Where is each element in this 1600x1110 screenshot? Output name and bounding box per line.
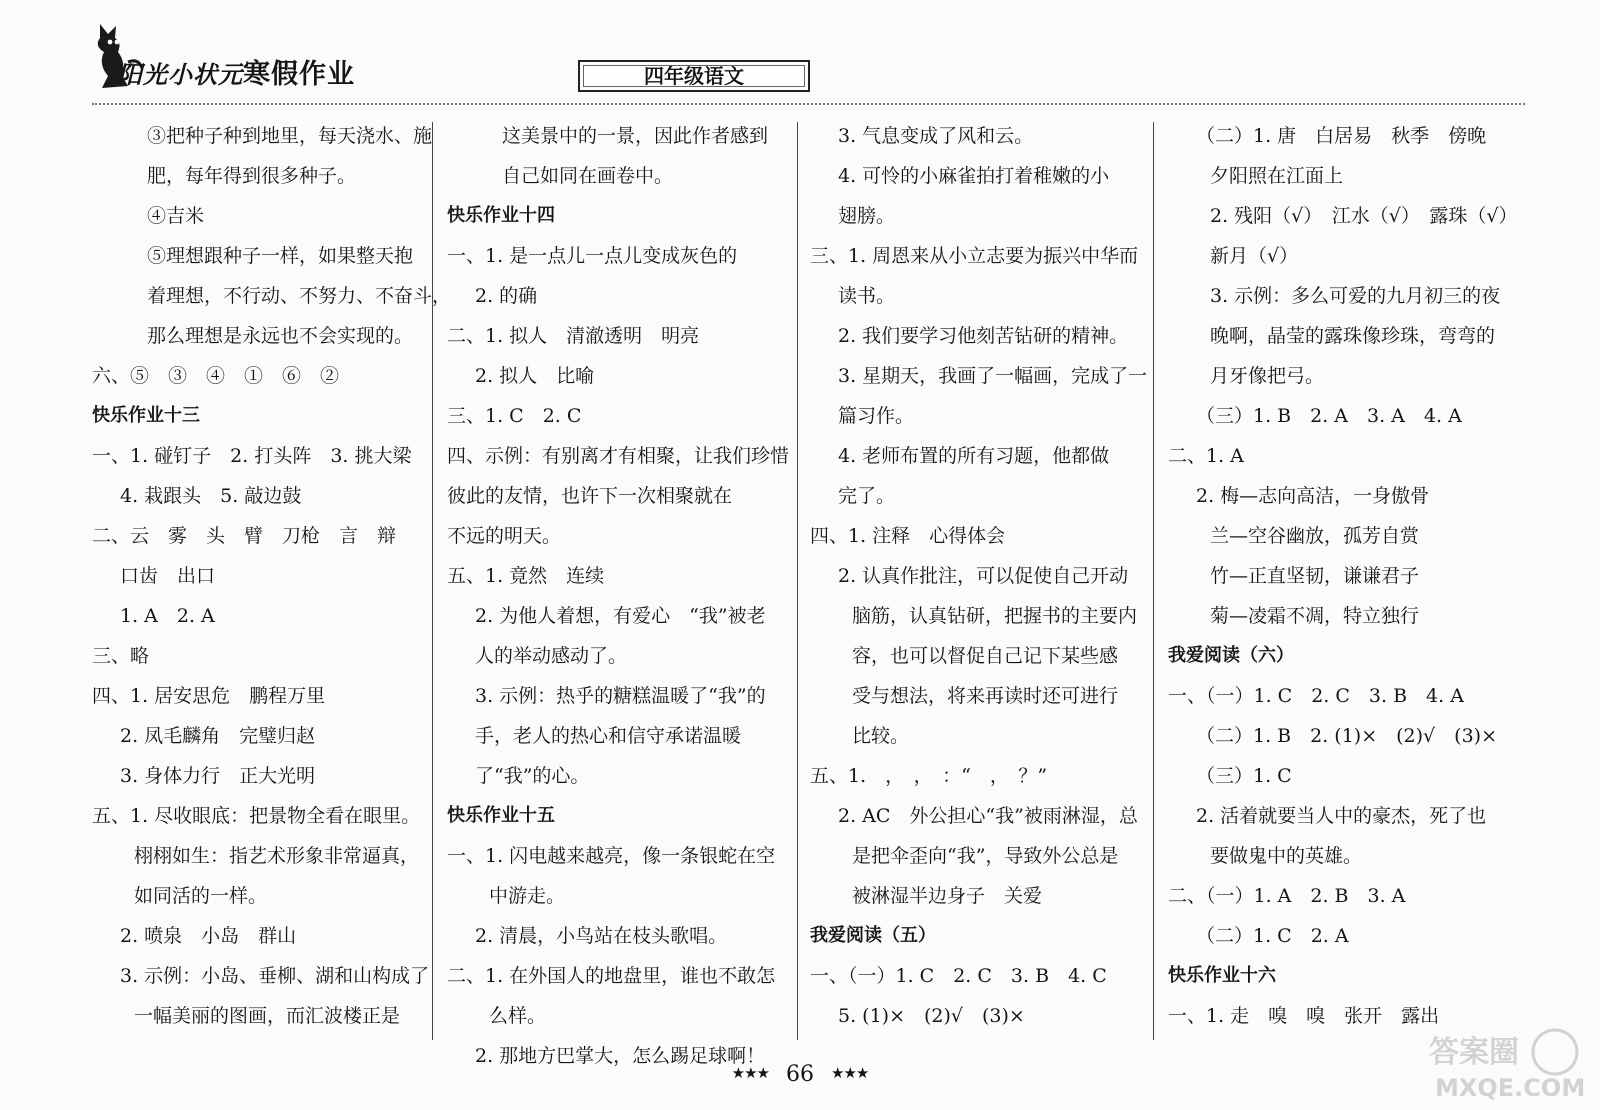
answer-line: 么样。	[489, 1005, 547, 1027]
answer-line: 一幅美丽的图画，而汇波楼正是	[134, 1005, 401, 1027]
answer-line: 2. 喷泉 小岛 群山	[120, 925, 297, 947]
answer-line: 3. 身体力行 正大光明	[120, 765, 316, 787]
answer-line: 2. 那地方巴掌大，怎么踢足球啊！	[475, 1045, 766, 1067]
page-number: 66	[786, 1062, 814, 1087]
answer-line: 二、云 雾 头 臂 刀枪 言 辩	[92, 525, 397, 547]
answer-line: 口齿 出口	[120, 565, 216, 587]
answer-line: 六、⑤ ③ ④ ① ⑥ ②	[92, 365, 340, 387]
answer-line: 三、略	[92, 645, 150, 667]
answer-line: 被淋湿半边身子 关爱	[852, 885, 1043, 907]
answer-line: （三）1. B 2. A 3. A 4. A	[1196, 405, 1462, 427]
answer-line: 2. 的确	[475, 285, 538, 307]
answer-line: 夕阳照在江面上	[1210, 165, 1344, 187]
answer-line: 肥，每年得到很多种子。	[147, 165, 357, 187]
answer-line: 翅膀。	[838, 205, 896, 227]
column-divider	[797, 122, 798, 1040]
section-heading: 快乐作业十四	[447, 205, 555, 226]
answer-line: 五、1. ， ， ：“ ， ？”	[810, 765, 1048, 787]
answer-line: 彼此的友情，也许下一次相聚就在	[447, 485, 733, 507]
answer-line: 四、1. 居安思危 鹏程万里	[92, 685, 326, 707]
answer-line: 中游走。	[489, 885, 566, 907]
answer-line: ④吉米	[147, 205, 205, 227]
subject-title: 四年级语文	[644, 64, 744, 88]
answer-line: 比较。	[852, 725, 910, 747]
answer-line: 是把伞歪向“我”，导致外公总是	[852, 845, 1119, 867]
watermark-domain: MXQE.COM	[1435, 1074, 1586, 1102]
section-heading: 快乐作业十五	[447, 805, 555, 826]
watermark-logo	[1427, 1026, 1586, 1104]
answer-line: 3. 气息变成了风和云。	[838, 125, 1034, 147]
answer-line: 二、（一）1. A 2. B 3. A	[1168, 885, 1406, 907]
answer-line: 1. A 2. A	[120, 605, 215, 627]
answer-line: 栩栩如生：指艺术形象非常逼真，	[134, 845, 420, 867]
answer-line: 如同活的一样。	[134, 885, 268, 907]
answer-line: 2. 我们要学习他刻苦钻研的精神。	[838, 325, 1129, 347]
answer-line: 五、1. 尽收眼底：把景物全看在眼里。	[92, 805, 421, 827]
section-heading: 快乐作业十六	[1168, 965, 1276, 986]
answer-line: 2. 清晨，小鸟站在枝头歌唱。	[475, 925, 728, 947]
answer-line: 这美景中的一景，因此作者感到	[502, 125, 769, 147]
answer-line: 三、1. C 2. C	[447, 405, 582, 427]
answer-line: 2. 认真作批注，可以促使自己开动	[838, 565, 1129, 587]
answer-line: 一、1. 闪电越来越亮，像一条银蛇在空	[447, 845, 776, 867]
answer-line: 晚啊，晶莹的露珠像珍珠，弯弯的	[1210, 325, 1496, 347]
answer-line: 3. 示例：小岛、垂柳、湖和山构成了	[120, 965, 430, 987]
brand-italic-text: 阳光小状元	[118, 60, 243, 89]
brand-main-text: 寒假作业	[243, 59, 355, 90]
answer-line: 一、（一）1. C 2. C 3. B 4. A	[1168, 685, 1464, 707]
answer-line: 2. 活着就要当人中的豪杰，死了也	[1196, 805, 1487, 827]
answer-line: 了“我”的心。	[475, 765, 590, 787]
answer-line: （二）1. 唐 白居易 秋季 傍晚	[1196, 125, 1487, 147]
answer-line: 手，老人的热心和信守承诺温暖	[475, 725, 742, 747]
header-dotted-rule	[92, 103, 1525, 105]
answer-line: 4. 可怜的小麻雀拍打着稚嫩的小	[838, 165, 1110, 187]
answer-line: （三）1. C	[1196, 765, 1292, 787]
section-heading: 我爱阅读（六）	[1168, 645, 1294, 666]
answer-line: 2. 为他人着想，有爱心 “我”被老	[475, 605, 766, 627]
answer-line: 2. 拟人 比喻	[475, 365, 595, 387]
answer-line: 一、1. 走 嗅 嗅 张开 露出	[1168, 1005, 1440, 1027]
answer-line: 3. 示例：多么可爱的九月初三的夜	[1210, 285, 1501, 307]
answer-line: 兰—空谷幽放，孤芳自赏	[1210, 525, 1420, 547]
answer-line: 完了。	[838, 485, 896, 507]
answer-column-4	[1168, 116, 1518, 1044]
answer-line: ⑤理想跟种子一样，如果整天抱	[147, 245, 414, 267]
column-divider	[432, 122, 433, 1040]
answer-line: 2. 凤毛麟角 完璧归赵	[120, 725, 316, 747]
answer-line: 不远的明天。	[447, 525, 562, 547]
answer-line: 竹—正直坚韧，谦谦君子	[1210, 565, 1420, 587]
section-heading: 快乐作业十三	[92, 405, 200, 426]
answer-line: 二、1. A	[1168, 445, 1244, 467]
answer-line: 2. 梅—志向高洁，一身傲骨	[1196, 485, 1430, 507]
section-heading: 我爱阅读（五）	[810, 925, 936, 946]
answer-line: 3. 星期天，我画了一幅画，完成了一	[838, 365, 1148, 387]
answer-column-2	[447, 116, 792, 1067]
answer-line: （二）1. C 2. A	[1196, 925, 1349, 947]
answer-line: 二、1. 拟人 清澈透明 明亮	[447, 325, 700, 347]
answer-line: 自己如同在画卷中。	[502, 165, 674, 187]
answer-line: 人的举动感动了。	[475, 645, 628, 667]
answer-line: 脑筋，认真钻研，把握书的主要内	[852, 605, 1138, 627]
answer-line: （二）1. B 2. (1)× (2)√ (3)×	[1196, 725, 1497, 747]
answer-line: 四、1. 注释 心得体会	[810, 525, 1006, 547]
page-header	[0, 0, 1600, 105]
answer-line: 受与想法，将来再读时还可进行	[852, 685, 1119, 707]
answer-line: 一、1. 碰钉子 2. 打头阵 3. 挑大梁	[92, 445, 412, 467]
answer-line: 月牙像把弓。	[1210, 365, 1325, 387]
subject-title-box	[578, 60, 810, 92]
answer-line: ③把种子种到地里，每天浇水、施	[147, 125, 433, 147]
answer-line: 菊—凌霜不凋，特立独行	[1210, 605, 1420, 627]
answer-line: 2. AC 外公担心“我”被雨淋湿，总	[838, 805, 1138, 827]
answer-line: 新月（√）	[1210, 245, 1299, 267]
answer-line: 4. 栽跟头 5. 敲边鼓	[120, 485, 302, 507]
answer-column-3	[810, 116, 1155, 1044]
answer-line: 5. (1)× (2)√ (3)×	[838, 1005, 1025, 1027]
footer-stars-left: ★★★	[731, 1064, 769, 1082]
footer-stars-right: ★★★	[831, 1064, 869, 1082]
answer-line: 着理想，不行动、不努力、不奋斗，	[147, 285, 452, 307]
answer-line: 容，也可以督促自己记下某些感	[852, 645, 1119, 667]
answer-line: 二、1. 在外国人的地盘里，谁也不敢怎	[447, 965, 776, 987]
answer-line: 一、1. 是一点儿一点儿变成灰色的	[447, 245, 738, 267]
answer-line: 五、1. 竟然 连续	[447, 565, 605, 587]
answer-line: 篇习作。	[838, 405, 915, 427]
answer-line: 三、1. 周恩来从小立志要为振兴中华而	[810, 245, 1139, 267]
watermark-brand: 答案圈	[1429, 1035, 1519, 1070]
series-brand	[118, 52, 355, 91]
answer-line: 2. 残阳（√） 江水（√） 露珠（√）	[1210, 205, 1518, 227]
column-divider	[1153, 122, 1154, 1040]
answer-line: 要做鬼中的英雄。	[1210, 845, 1363, 867]
answer-column-1	[92, 116, 452, 1044]
page-footer	[0, 1062, 1600, 1087]
answer-line: 读书。	[838, 285, 896, 307]
answer-line: 4. 老师布置的所有习题，他都做	[838, 445, 1110, 467]
answer-line: 一、（一）1. C 2. C 3. B 4. C	[810, 965, 1107, 987]
answer-line: 四、示例：有别离才有相聚，让我们珍惜	[447, 445, 790, 467]
answer-line: 3. 示例：热乎的糖糕温暖了“我”的	[475, 685, 766, 707]
answer-line: 那么理想是永远也不会实现的。	[147, 325, 414, 347]
